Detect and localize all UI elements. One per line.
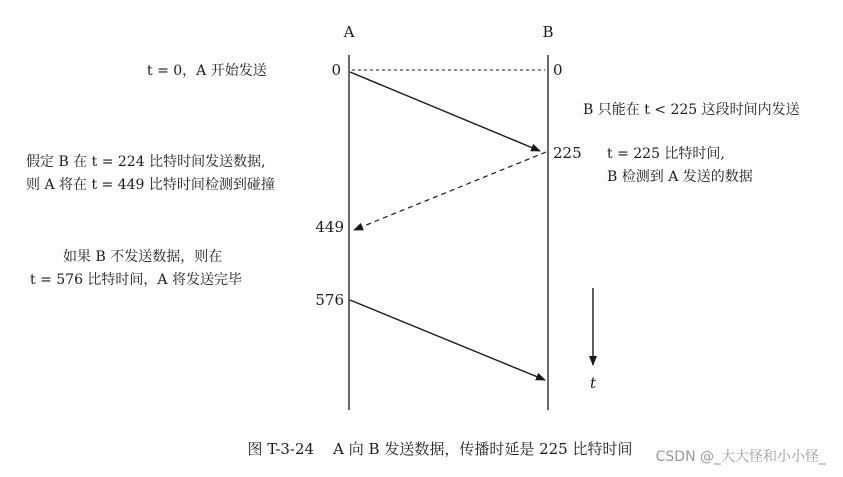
note-collision-line1: 假定 B 在 t = 224 比特时间发送数据, [26, 154, 266, 170]
note-finish-line2: t = 576 比特时间，A 将发送完毕 [30, 272, 242, 288]
note-b-detect-line1: t = 225 比特时间, [607, 146, 725, 162]
tick-a-0: 0 [331, 61, 341, 79]
collision-signal-b-to-a-arrow [354, 152, 546, 230]
note-b-detect-line2: B 检测到 A 发送的数据 [607, 169, 753, 185]
note-b-window: B 只能在 t < 225 这段时间内发送 [583, 102, 800, 118]
tick-b-0: 0 [553, 61, 563, 79]
last-bit-a-to-b-arrow [350, 300, 545, 380]
tick-a-449: 449 [315, 218, 344, 236]
signal-a-to-b-arrow [350, 72, 540, 151]
station-b-label: B [542, 23, 554, 41]
note-start: t = 0，A 开始发送 [147, 63, 267, 79]
tick-a-576: 576 [315, 291, 344, 309]
figure-caption: 图 T-3-24 A 向 B 发送数据，传播时延是 225 比特时间 [247, 440, 633, 458]
time-axis-label: t [589, 374, 597, 392]
station-a-label: A [343, 23, 355, 41]
watermark: CSDN @_大大怪和小小怪_ [655, 449, 826, 465]
tick-b-225: 225 [553, 144, 582, 162]
note-finish-line1: 如果 B 不发送数据，则在 [63, 249, 223, 265]
note-collision-line2: 则 A 将在 t = 449 比特时间检测到碰撞 [26, 177, 275, 193]
